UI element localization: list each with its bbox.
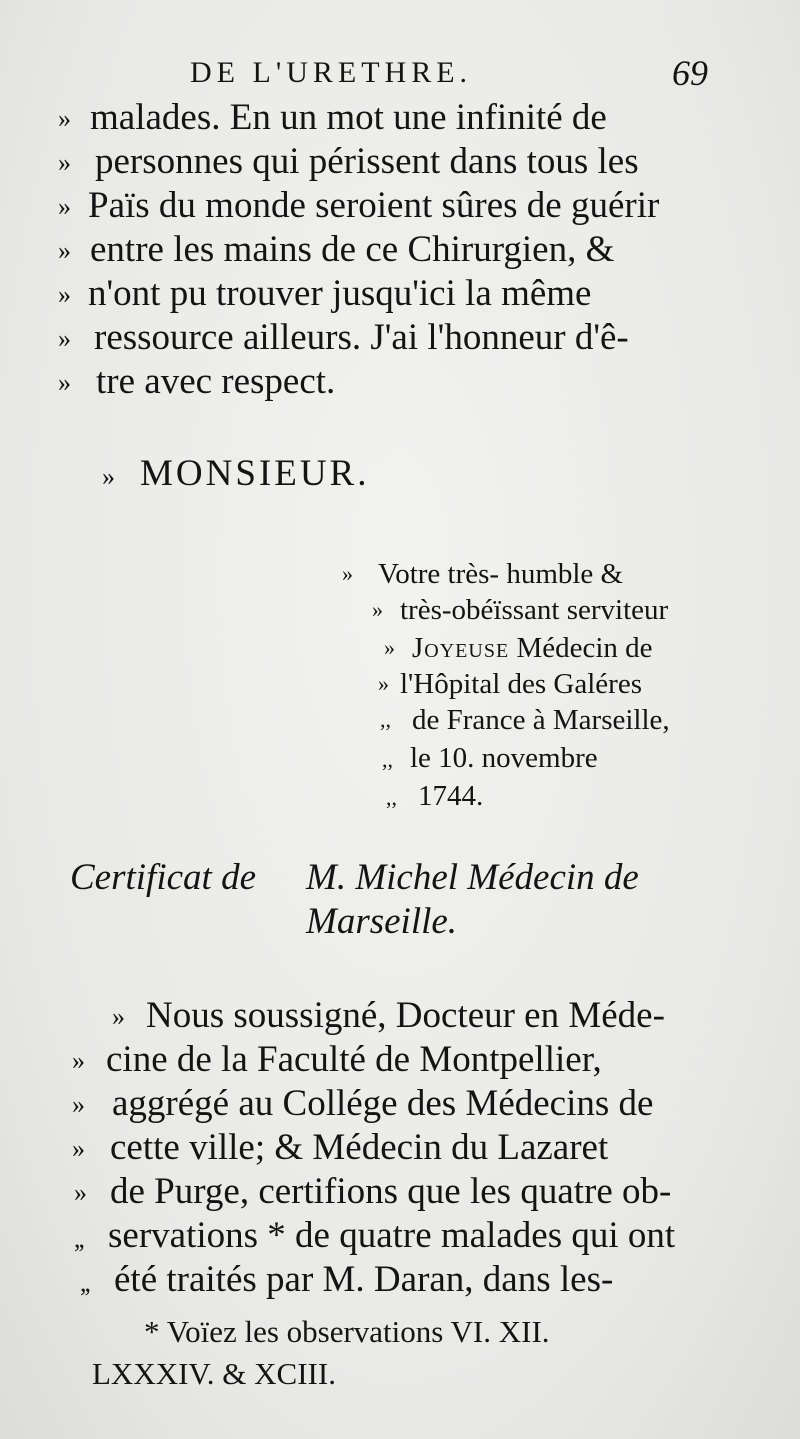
quote-mark: » <box>72 1046 83 1075</box>
letter-line: tre avec respect. <box>96 361 336 402</box>
signature-line: 1744. <box>418 780 484 812</box>
quote-mark: » <box>372 597 383 622</box>
signature-line: le 10. novembre <box>410 742 598 774</box>
quote-mark: » <box>58 324 69 353</box>
certificate-line: de Purge, certifions que les quatre ob- <box>110 1171 672 1212</box>
quote-mark: ,, <box>382 747 393 772</box>
quote-mark: » <box>58 192 69 221</box>
salutation: MONSIEUR. <box>140 453 370 494</box>
running-head: DE L'URETHRE. <box>190 56 473 89</box>
signature-line: de France à Marseille, <box>412 704 670 736</box>
signature-line: très-obéïssant serviteur <box>400 594 669 626</box>
certificate-line: servations * de quatre malades qui ont <box>108 1215 676 1256</box>
quote-mark: » <box>58 280 69 309</box>
footnote-line-1: * Voïez les observations VI. XII. <box>144 1314 550 1349</box>
quote-mark: » <box>378 671 389 696</box>
quote-mark: » <box>58 236 69 265</box>
certificate-title-line2: Marseille. <box>306 901 458 942</box>
certificate-title-right: M. Michel Médecin de <box>306 857 639 898</box>
certificate-line: cine de la Faculté de Montpellier, <box>106 1039 602 1080</box>
quote-mark: » <box>342 561 353 586</box>
certificate-line: Nous soussigné, Docteur en Méde- <box>146 995 665 1036</box>
quote-mark: » <box>74 1178 85 1207</box>
quote-mark: ,, <box>80 1268 89 1297</box>
letter-line: personnes qui périssent dans tous les <box>95 141 639 182</box>
quote-mark: » <box>112 1002 123 1031</box>
quote-mark: » <box>384 635 395 660</box>
letter-line: entre les mains de ce Chirurgien, & <box>90 229 615 270</box>
quote-mark: » <box>102 462 113 491</box>
signature-line: Votre très- humble & <box>378 558 624 590</box>
letter-line: malades. En un mot une infinité de <box>90 97 607 138</box>
quote-mark: » <box>58 148 69 177</box>
certificate-line: aggrégé au Collége des Médecins de <box>112 1083 654 1124</box>
letter-line: Païs du monde seroient sûres de guérir <box>88 185 660 226</box>
quote-mark: » <box>72 1090 83 1119</box>
page-number: 69 <box>672 53 708 93</box>
quote-mark: » <box>58 368 69 397</box>
author-name: Joyeuse <box>412 632 510 664</box>
signature-line: Joyeuse Médecin de <box>412 632 653 664</box>
quote-mark: » <box>72 1134 83 1163</box>
quote-mark: » <box>58 104 69 133</box>
quote-mark: ,, <box>380 707 391 732</box>
quote-mark: ,, <box>386 785 397 810</box>
footnote-line-2: LXXXIV. & XCIII. <box>92 1356 336 1391</box>
certificate-title-left: Certificat de <box>70 857 256 898</box>
letter-line: ressource ailleurs. J'ai l'honneur d'ê- <box>94 317 629 358</box>
certificate-line: cette ville; & Médecin du Lazaret <box>110 1127 609 1168</box>
page-header <box>0 52 800 96</box>
signature-line: l'Hôpital des Galéres <box>400 668 642 700</box>
certificate-line: été traités par M. Daran, dans les- <box>114 1259 614 1300</box>
quote-mark: ,, <box>74 1224 83 1253</box>
letter-line: n'ont pu trouver jusqu'ici la même <box>88 273 592 314</box>
